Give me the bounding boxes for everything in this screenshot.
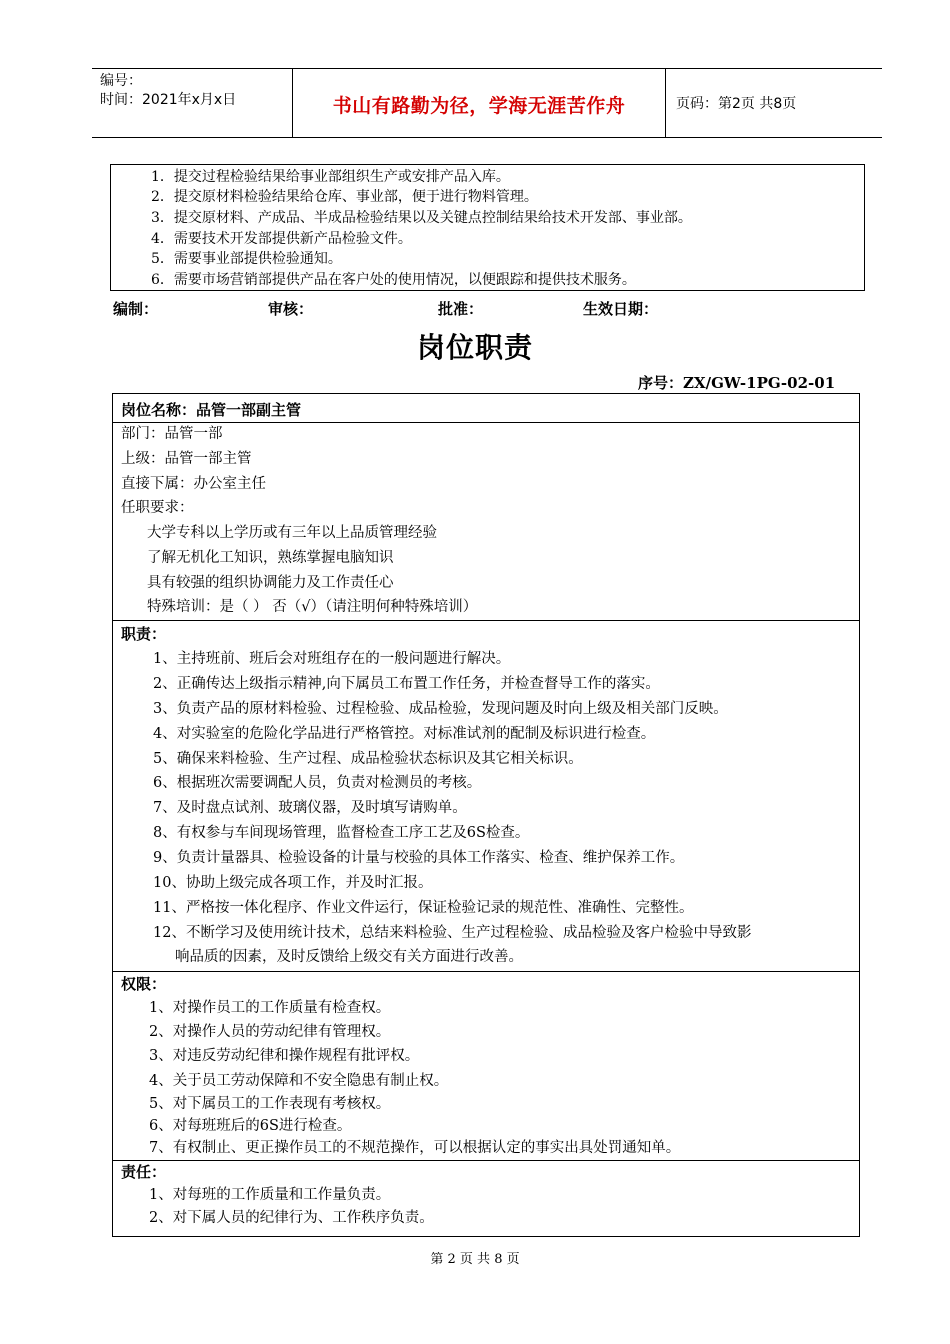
page-footer: 第 2 页 共 8 页 — [430, 1252, 520, 1267]
header-motto-cell — [293, 69, 666, 137]
header-meta-cell — [92, 69, 293, 137]
special-training: 特殊培训：是（ ） 否（√）（请注明何种特殊培训） — [147, 599, 478, 615]
duty-item: 1、主持班前、班后会对班组存在的一般问题进行解决。 — [153, 651, 511, 667]
requirement-item: 具有较强的组织协调能力及工作责任心 — [147, 575, 394, 591]
list-item: 4．需要技术开发部提供新产品检验文件。 — [151, 231, 412, 247]
duty-item: 10、协助上级完成各项工作，并及时汇报。 — [153, 875, 433, 891]
page-info: 页码：第2页 共8页 — [676, 96, 797, 112]
authority-item: 3、对违反劳动纪律和操作规程有批评权。 — [149, 1048, 420, 1064]
list-item: 2．提交原材料检验结果给仓库、事业部，便于进行物料管理。 — [151, 189, 538, 205]
code-label: 编号： — [100, 73, 142, 89]
duty-item: 9、负责计量器具、检验设备的计量与校验的具体工作落实、检查、维护保养工作。 — [153, 850, 685, 866]
list-item: 5．需要事业部提供检验通知。 — [151, 251, 342, 267]
list-item: 3．提交原材料、产成品、半成品检验结果以及关键点控制结果给技术开发部、事业部。 — [151, 210, 692, 226]
duty-item: 8、有权参与车间现场管理，监督检查工序工艺及6S检查。 — [153, 825, 530, 841]
approved-by-label: 批准： — [438, 300, 484, 318]
department: 部门：品管一部 — [121, 426, 223, 442]
duty-item: 5、确保来料检验、生产过程、成品检验状态标识及其它相关标识。 — [153, 751, 583, 767]
responsibility-heading: 责任： — [121, 1163, 167, 1181]
subordinate: 直接下属：办公室主任 — [121, 476, 266, 492]
row-divider — [113, 1160, 859, 1161]
responsibility-item: 1、对每班的工作质量和工作量负责。 — [149, 1187, 391, 1203]
duty-item: 7、及时盘点试剂、玻璃仪器，及时填写请购单。 — [153, 800, 467, 816]
authority-heading: 权限： — [121, 975, 167, 993]
responsibility-item: 2、对下属人员的纪律行为、工作秩序负责。 — [149, 1210, 434, 1226]
motto: 书山有路勤为径，学海无涯苦作舟 — [332, 95, 626, 117]
authority-item: 7、有权制止、更正操作员工的不规范操作，可以根据认定的事实出具处罚通知单。 — [149, 1140, 681, 1156]
duty-item-continued: 响品质的因素，及时反馈给上级交有关方面进行改善。 — [175, 949, 523, 965]
list-item: 6．需要市场营销部提供产品在客户处的使用情况，以便跟踪和提供技术服务。 — [151, 272, 636, 288]
duty-item: 12、不断学习及使用统计技术，总结来料检验、生产过程检验、成品检验及客户检验中导致影 — [153, 925, 752, 941]
authority-item: 4、关于员工劳动保障和不安全隐患有制止权。 — [149, 1073, 449, 1089]
authority-item: 2、对操作人员的劳动纪律有管理权。 — [149, 1024, 391, 1040]
duty-item: 6、根据班次需要调配人员，负责对检测员的考核。 — [153, 775, 482, 791]
page-title: 岗位职责 — [416, 331, 533, 364]
prepared-by-label: 编制： — [113, 300, 159, 318]
interface-list-box — [110, 164, 865, 291]
time-label: 时间：2021年x月x日 — [100, 92, 237, 108]
position-name: 岗位名称：品管一部副主管 — [121, 401, 302, 419]
authority-item: 6、对每班班后的6S进行检查。 — [149, 1118, 352, 1134]
reviewed-by-label: 审核： — [268, 300, 314, 318]
duty-item: 3、负责产品的原材料检验、过程检验、成品检验，发现问题及时向上级及相关部门反映。 — [153, 701, 728, 717]
superior: 上级：品管一部主管 — [121, 451, 252, 467]
header-page-cell — [666, 69, 882, 137]
duty-item: 4、对实验室的危险化学品进行严格管控。对标准试剂的配制及标识进行检查。 — [153, 726, 656, 742]
job-description-table — [112, 393, 860, 1237]
list-item: 1．提交过程检验结果给事业部组织生产或安排产品入库。 — [151, 169, 510, 185]
duty-item: 11、严格按一体化程序、作业文件运行，保证检验记录的规范性、准确性、完整性。 — [153, 900, 694, 916]
duties-heading: 职责： — [121, 625, 167, 643]
requirement-item: 大学专科以上学历或有三年以上品质管理经验 — [147, 525, 437, 541]
duty-item: 2、正确传达上级指示精神,向下属员工布置工作任务，并检查督导工作的落实。 — [153, 676, 660, 692]
authority-item: 1、对操作员工的工作质量有检查权。 — [149, 1000, 391, 1016]
document-header — [92, 68, 882, 138]
serial-number: 序号：ZX/GW-1PG-02-01 — [638, 374, 836, 392]
row-divider — [113, 971, 859, 972]
requirement-item: 了解无机化工知识，熟练掌握电脑知识 — [147, 550, 394, 566]
requirements-label: 任职要求： — [121, 500, 194, 516]
effective-date-label: 生效日期： — [583, 300, 659, 318]
row-divider — [113, 620, 859, 621]
authority-item: 5、对下属员工的工作表现有考核权。 — [149, 1096, 391, 1112]
row-divider — [113, 422, 859, 423]
